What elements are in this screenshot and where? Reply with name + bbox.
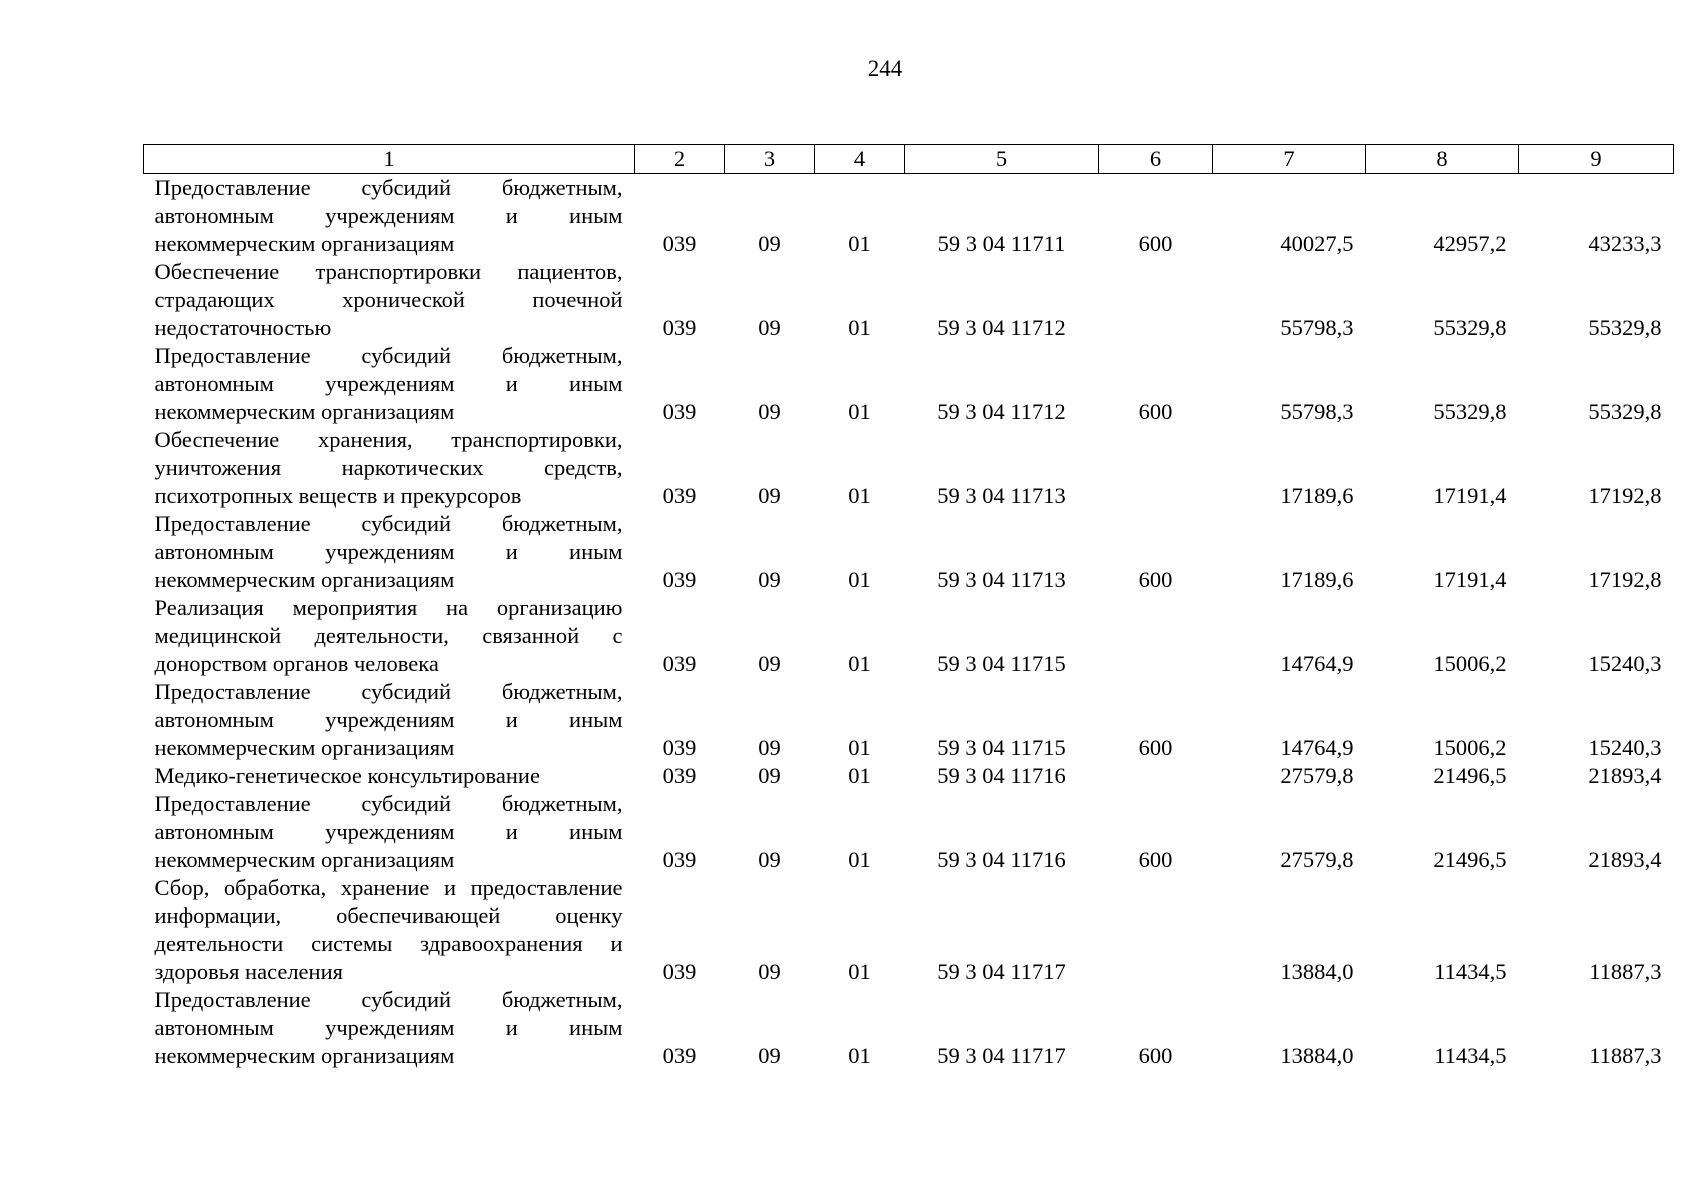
row-expense-type (1099, 426, 1213, 510)
row-amount-col7: 17189,6 (1280, 567, 1354, 592)
row-expense-type (1099, 594, 1213, 678)
row-amount-col8: 17191,4 (1433, 567, 1507, 592)
row-amount-col8: 11434,5 (1434, 1043, 1507, 1068)
column-header: 2 (635, 145, 725, 174)
column-header: 5 (905, 145, 1099, 174)
row-section-code: 09 (758, 1043, 781, 1068)
row-description: Обеспечение транспортировки пациентов, страдающих хронической почечной недостаточностью (154, 259, 623, 340)
row-section-code: 09 (758, 847, 781, 872)
row-amount-col8: 15006,2 (1433, 651, 1507, 676)
row-amount-col9: 55329,8 (1588, 399, 1662, 424)
row-amount-col8: 55329,8 (1433, 315, 1507, 340)
row-ministry-code: 039 (662, 567, 697, 592)
row-description: Предоставление субсидий бюджетным, автономным учреждениям и иным некоммерческим организациям (154, 987, 623, 1068)
row-section-code: 09 (758, 483, 781, 508)
row-expense-type (1099, 258, 1213, 342)
row-amount-col9: 17192,8 (1588, 483, 1662, 508)
row-section-code: 09 (758, 315, 781, 340)
table-row (144, 510, 1674, 594)
row-ministry-code: 039 (662, 763, 697, 788)
row-expense-type (1099, 762, 1213, 790)
row-subsection-code: 01 (848, 483, 871, 508)
row-subsection-code: 01 (848, 847, 871, 872)
row-description: Предоставление субсидий бюджетным, автономным учреждениям и иным некоммерческим организациям (154, 791, 623, 872)
row-amount-col7: 14764,9 (1280, 735, 1354, 760)
table-row (144, 678, 1674, 762)
row-amount-col7: 27579,8 (1280, 763, 1354, 788)
row-amount-col9: 43233,3 (1588, 231, 1662, 256)
row-target-article: 59 3 04 11712 (937, 399, 1066, 424)
row-amount-col9: 11887,3 (1589, 959, 1662, 984)
table-row (144, 342, 1674, 426)
row-target-article: 59 3 04 11713 (937, 483, 1066, 508)
row-amount-col7: 40027,5 (1280, 231, 1354, 256)
row-ministry-code: 039 (662, 315, 697, 340)
row-target-article: 59 3 04 11713 (937, 567, 1066, 592)
row-amount-col7: 17189,6 (1280, 483, 1354, 508)
row-amount-col9: 55329,8 (1588, 315, 1662, 340)
budget-table (143, 144, 1674, 1070)
row-description: Сбор, обработка, хранение и предоставление информации, обеспечивающей оценку деятельности системы здравоохранения и здоровья населения (154, 875, 623, 984)
row-description: Предоставление субсидий бюджетным, автономным учреждениям и иным некоммерческим организациям (154, 343, 623, 424)
table-row (144, 174, 1674, 259)
table-body (144, 174, 1674, 1071)
table-row (144, 986, 1674, 1070)
row-description: Обеспечение хранения, транспортировки, уничтожения наркотических средств, психотропных веществ и прекурсоров (154, 427, 623, 508)
row-ministry-code: 039 (662, 651, 697, 676)
row-ministry-code: 039 (662, 483, 697, 508)
column-header: 4 (815, 145, 905, 174)
row-amount-col7: 27579,8 (1280, 847, 1354, 872)
row-ministry-code: 039 (662, 847, 697, 872)
row-amount-col8: 21496,5 (1433, 763, 1507, 788)
column-header: 1 (144, 145, 635, 174)
row-amount-col9: 15240,3 (1588, 735, 1662, 760)
row-subsection-code: 01 (848, 763, 871, 788)
row-amount-col7: 13884,0 (1280, 1043, 1354, 1068)
row-section-code: 09 (758, 399, 781, 424)
row-description: Предоставление субсидий бюджетным, автономным учреждениям и иным некоммерческим организациям (154, 679, 623, 760)
row-subsection-code: 01 (848, 231, 871, 256)
table-row (144, 762, 1674, 790)
column-header: 7 (1213, 145, 1366, 174)
row-amount-col9: 17192,8 (1588, 567, 1662, 592)
row-expense-type: 600 (1138, 735, 1173, 760)
row-description: Медико-генетическое консультирование (154, 763, 540, 788)
row-subsection-code: 01 (848, 315, 871, 340)
row-subsection-code: 01 (848, 959, 871, 984)
row-expense-type: 600 (1138, 567, 1173, 592)
row-expense-type: 600 (1138, 231, 1173, 256)
row-ministry-code: 039 (662, 959, 697, 984)
row-amount-col9: 15240,3 (1588, 651, 1662, 676)
row-amount-col9: 21893,4 (1588, 763, 1662, 788)
row-subsection-code: 01 (848, 651, 871, 676)
row-amount-col8: 21496,5 (1433, 847, 1507, 872)
table-header-row (144, 145, 1674, 174)
row-subsection-code: 01 (848, 567, 871, 592)
row-amount-col7: 55798,3 (1280, 399, 1354, 424)
row-amount-col7: 14764,9 (1280, 651, 1354, 676)
row-amount-col9: 11887,3 (1589, 1043, 1662, 1068)
row-description: Реализация мероприятия на организацию медицинской деятельности, связанной с донорством органов человека (154, 595, 623, 676)
row-section-code: 09 (758, 763, 781, 788)
row-target-article: 59 3 04 11717 (937, 1043, 1066, 1068)
row-target-article: 59 3 04 11711 (937, 231, 1066, 256)
page-number: 244 (867, 56, 903, 81)
row-expense-type (1099, 874, 1213, 986)
row-section-code: 09 (758, 567, 781, 592)
row-subsection-code: 01 (848, 735, 871, 760)
row-expense-type: 600 (1138, 847, 1173, 872)
row-section-code: 09 (758, 651, 781, 676)
row-section-code: 09 (758, 735, 781, 760)
row-description: Предоставление субсидий бюджетным, автономным учреждениям и иным некоммерческим организациям (154, 511, 623, 592)
row-ministry-code: 039 (662, 231, 697, 256)
row-expense-type: 600 (1138, 1043, 1173, 1068)
row-section-code: 09 (758, 959, 781, 984)
row-target-article: 59 3 04 11712 (937, 315, 1066, 340)
row-amount-col8: 15006,2 (1433, 735, 1507, 760)
row-subsection-code: 01 (848, 1043, 871, 1068)
row-ministry-code: 039 (662, 1043, 697, 1068)
row-ministry-code: 039 (662, 399, 697, 424)
row-section-code: 09 (758, 231, 781, 256)
table-row (144, 874, 1674, 986)
row-expense-type: 600 (1138, 399, 1173, 424)
row-target-article: 59 3 04 11716 (937, 763, 1066, 788)
row-target-article: 59 3 04 11715 (937, 735, 1066, 760)
row-amount-col8: 55329,8 (1433, 399, 1507, 424)
table-row (144, 258, 1674, 342)
row-target-article: 59 3 04 11715 (937, 651, 1066, 676)
row-amount-col9: 21893,4 (1588, 847, 1662, 872)
row-amount-col7: 13884,0 (1280, 959, 1354, 984)
table-row (144, 594, 1674, 678)
row-amount-col7: 55798,3 (1280, 315, 1354, 340)
column-header: 9 (1519, 145, 1674, 174)
column-header: 3 (725, 145, 815, 174)
table-row (144, 790, 1674, 874)
table-row (144, 426, 1674, 510)
row-ministry-code: 039 (662, 735, 697, 760)
row-target-article: 59 3 04 11717 (937, 959, 1066, 984)
row-description: Предоставление субсидий бюджетным, автономным учреждениям и иным некоммерческим организациям (154, 175, 623, 256)
row-amount-col8: 11434,5 (1434, 959, 1507, 984)
row-subsection-code: 01 (848, 399, 871, 424)
row-amount-col8: 42957,2 (1433, 231, 1507, 256)
column-header: 6 (1099, 145, 1213, 174)
row-amount-col8: 17191,4 (1433, 483, 1507, 508)
row-target-article: 59 3 04 11716 (937, 847, 1066, 872)
column-header: 8 (1366, 145, 1519, 174)
